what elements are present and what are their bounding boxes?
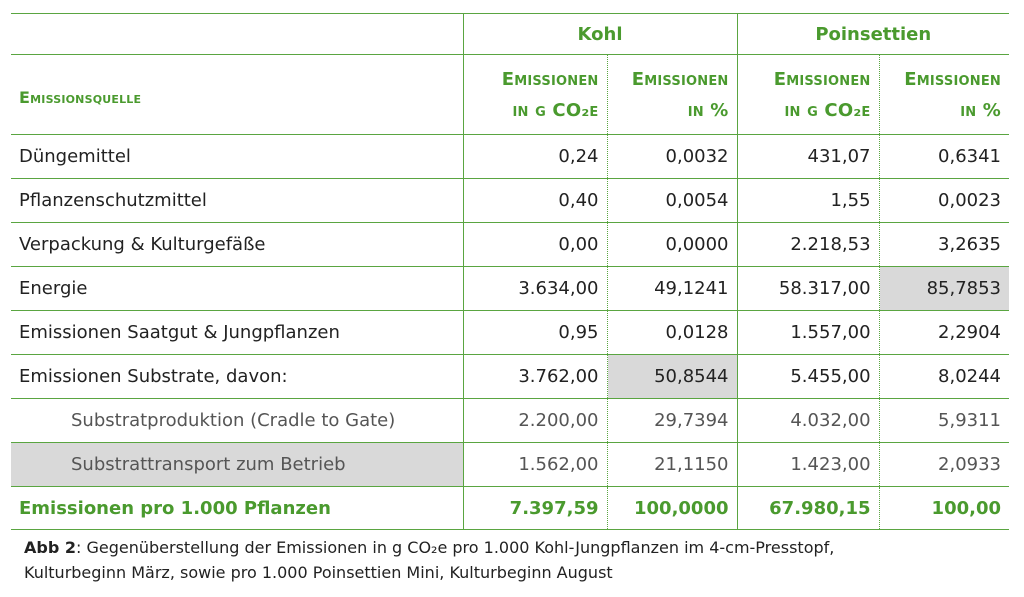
caption-line1: : Gegenüberstellung der Emissionen in g CO₂e pro 1.000 Kohl-Jungpflanzen im 4-cm-Presstopf, bbox=[76, 538, 835, 557]
row-label: Emissionen Substrate, davon: bbox=[11, 355, 463, 399]
table-subrow bbox=[11, 443, 1009, 487]
group-header-row bbox=[11, 14, 1009, 55]
group-poinsettien: Poinsettien bbox=[737, 14, 1009, 55]
table-subrow bbox=[11, 399, 1009, 443]
header-kohl-g: Emissionen in g CO₂e bbox=[463, 55, 607, 135]
cell-kohl-pct: 0,0032 bbox=[607, 135, 737, 179]
cell-poin-pct-highlighted: 85,7853 bbox=[879, 267, 1009, 311]
cell-kohl-g: 0,40 bbox=[463, 179, 607, 223]
cell-poin-g: 58.317,00 bbox=[737, 267, 879, 311]
cell-poin-pct: 5,9311 bbox=[879, 399, 1009, 443]
cell-kohl-g: 0,95 bbox=[463, 311, 607, 355]
cell-kohl-pct: 29,7394 bbox=[607, 399, 737, 443]
header-source: Emissionsquelle bbox=[11, 55, 463, 135]
cell-kohl-g: 3.762,00 bbox=[463, 355, 607, 399]
cell-poin-g: 2.218,53 bbox=[737, 223, 879, 267]
column-header-row bbox=[11, 55, 1009, 135]
row-label: Verpackung & Kulturgefäße bbox=[11, 223, 463, 267]
cell-poin-pct: 3,2635 bbox=[879, 223, 1009, 267]
cell-kohl-g: 0,24 bbox=[463, 135, 607, 179]
header-poin-g: Emissionen in g CO₂e bbox=[737, 55, 879, 135]
table-row bbox=[11, 179, 1009, 223]
total-poin-pct: 100,00 bbox=[879, 487, 1009, 530]
row-label: Emissionen Saatgut & Jungpflanzen bbox=[11, 311, 463, 355]
total-row bbox=[11, 487, 1009, 530]
figure-caption bbox=[24, 535, 834, 585]
table-row bbox=[11, 135, 1009, 179]
cell-poin-pct: 0,0023 bbox=[879, 179, 1009, 223]
cell-poin-pct: 0,6341 bbox=[879, 135, 1009, 179]
cell-kohl-pct: 0,0128 bbox=[607, 311, 737, 355]
table-row bbox=[11, 267, 1009, 311]
cell-kohl-g: 2.200,00 bbox=[463, 399, 607, 443]
total-kohl-pct: 100,0000 bbox=[607, 487, 737, 530]
corner-cell bbox=[11, 14, 463, 55]
cell-kohl-g: 3.634,00 bbox=[463, 267, 607, 311]
total-poin-g: 67.980,15 bbox=[737, 487, 879, 530]
total-label: Emissionen pro 1.000 Pflanzen bbox=[11, 487, 463, 530]
header-poin-pct: Emissionen in % bbox=[879, 55, 1009, 135]
table-row bbox=[11, 355, 1009, 399]
cell-poin-g: 5.455,00 bbox=[737, 355, 879, 399]
row-label: Energie bbox=[11, 267, 463, 311]
table-row bbox=[11, 223, 1009, 267]
cell-kohl-pct: 0,0054 bbox=[607, 179, 737, 223]
cell-poin-pct: 2,2904 bbox=[879, 311, 1009, 355]
emissions-table bbox=[11, 13, 1009, 530]
cell-poin-g: 431,07 bbox=[737, 135, 879, 179]
cell-poin-g: 1.557,00 bbox=[737, 311, 879, 355]
header-kohl-pct: Emissionen in % bbox=[607, 55, 737, 135]
cell-poin-pct: 2,0933 bbox=[879, 443, 1009, 487]
cell-kohl-pct: 49,1241 bbox=[607, 267, 737, 311]
row-label: Düngemittel bbox=[11, 135, 463, 179]
caption-line2: Kulturbeginn März, sowie pro 1.000 Poinsettien Mini, Kulturbeginn August bbox=[24, 563, 613, 582]
subrow-label: Substratproduktion (Cradle to Gate) bbox=[11, 399, 463, 443]
cell-poin-g: 1.423,00 bbox=[737, 443, 879, 487]
group-kohl: Kohl bbox=[463, 14, 737, 55]
subrow-label-highlighted: Substrattransport zum Betrieb bbox=[11, 443, 463, 487]
cell-kohl-g: 1.562,00 bbox=[463, 443, 607, 487]
cell-kohl-pct: 0,0000 bbox=[607, 223, 737, 267]
caption-prefix: Abb 2 bbox=[24, 538, 76, 557]
cell-poin-g: 4.032,00 bbox=[737, 399, 879, 443]
cell-kohl-pct-highlighted: 50,8544 bbox=[607, 355, 737, 399]
cell-poin-pct: 8,0244 bbox=[879, 355, 1009, 399]
table-row bbox=[11, 311, 1009, 355]
cell-poin-g: 1,55 bbox=[737, 179, 879, 223]
row-label: Pflanzenschutzmittel bbox=[11, 179, 463, 223]
total-kohl-g: 7.397,59 bbox=[463, 487, 607, 530]
cell-kohl-pct: 21,1150 bbox=[607, 443, 737, 487]
cell-kohl-g: 0,00 bbox=[463, 223, 607, 267]
